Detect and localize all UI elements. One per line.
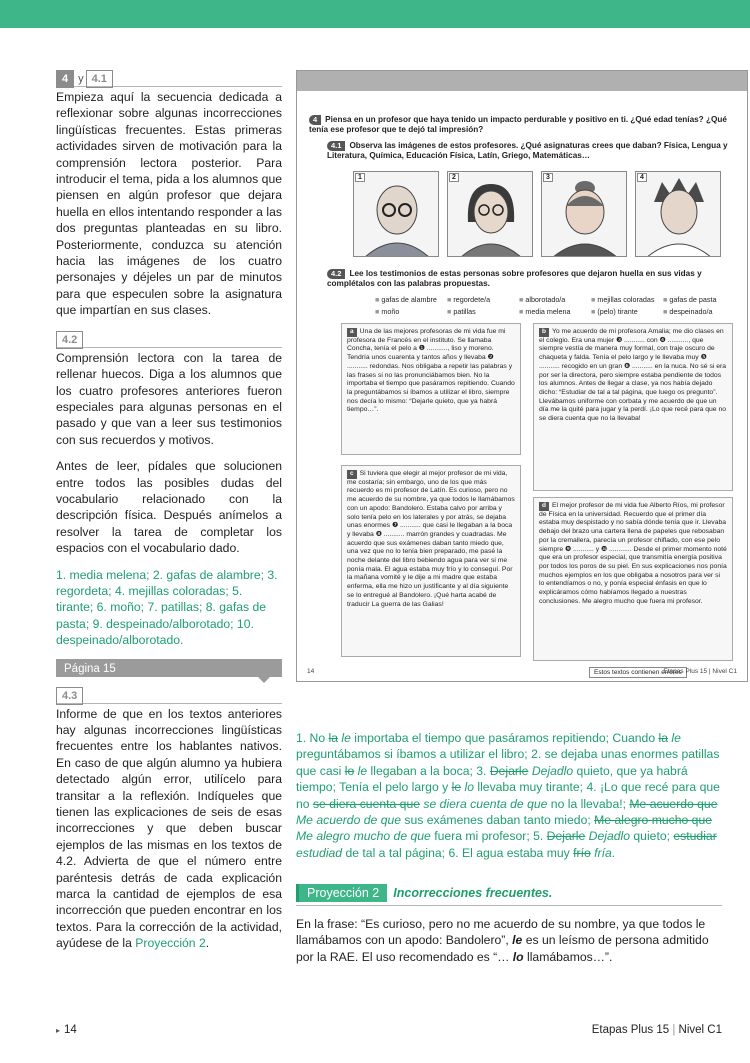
question-4-1-num: 4.1	[327, 141, 345, 151]
book-series: Etapas Plus 15 | Nivel C1	[663, 668, 737, 675]
answer-text: no la llevaba!;	[547, 796, 630, 811]
student-book-page	[296, 70, 748, 682]
correction-text: le	[354, 763, 368, 778]
footer-series: Etapas Plus 15	[591, 1024, 670, 1036]
struck-text: Dejarle	[489, 763, 529, 778]
errors-note: Estos textos contienen errores	[589, 667, 687, 678]
book-footer	[307, 668, 737, 675]
testimony-d	[533, 497, 733, 661]
book-header-bar	[297, 71, 747, 91]
paragraph-vocabulary: Antes de leer, pídales que solucionen entre todos las posibles dudas del vocabulario relacionado con la descripción física. Después anímelos a resolver la tarea de completar los espacios con el vocabulario dado.	[56, 459, 282, 556]
struck-text: la	[328, 731, 339, 745]
word-item: ■ mejillas coloradas	[591, 295, 663, 304]
testimony-text: Yo me acuerdo de mi profesora Amalia; me dio clases en el colegio. Era una mujer ❸ ........... con ❹ ..........., que siempre vestía de manera muy formal, con traje oscuro de chaqueta y falda. Tenía el pelo largo y le llevaba muy ❺ ........... recogido en un gran ❻ ........... en la nuca. No sé si era por ser la directora, pero siempre estaba pendiente de todos los alumnos. Antes de llegar a clase, ya nos había dejado dicho: “Estudiar de tal a tal página, que luego os pregunto”. Llevábamos uniforme con corbata y me acuerdo de que un día me la quité para jugar y la perdí. ¡Lo que recé para que no se diera cuenta que no la llevaba!	[539, 328, 727, 423]
footer-page-number: 14	[64, 1024, 77, 1036]
projection-tag: Proyección 2	[296, 884, 387, 902]
testimony-b	[533, 323, 733, 491]
answer-text: importaba el tiempo que pasáramos repitiendo; Cuando	[350, 731, 659, 745]
struck-text: Me acuerdo que	[629, 796, 718, 811]
top-header-bar	[0, 0, 750, 28]
portrait-number: 1	[355, 173, 365, 182]
question-4-1-text: Observa las imágenes de estos profesores. ¿Qué asignaturas crees que daban? Física, Lengua y Literatura, Química, Educación Física, Latín, Griego, Matemáticas…	[327, 141, 728, 160]
word-bank	[375, 295, 735, 316]
portrait-3	[541, 171, 627, 257]
word-item: ■ patillas	[447, 307, 519, 316]
section-header-4-3	[56, 687, 282, 704]
activity-tag-4-3: 4.3	[56, 687, 83, 705]
struck-text: Dejarle	[546, 829, 586, 844]
answer-text: 5.	[533, 829, 547, 844]
activity-tag-4-1: 4.1	[86, 70, 113, 88]
footer-separator: |	[672, 1024, 676, 1036]
testimony-text: El mejor profesor de mi vida fue Alberto Ríos, mi profesor de Física en la universidad. Recuerdo que el primer día estaba muy despistado y no sabía dónde tenía que ir. Llevaba debajo del brazo una cartera llena de papeles que rebosaban por la cremallera, parecía un profesor chiflado, con ese pelo siempre ❾ ........... y ❿ ............ Desde el primer momento noté que era un profesor especial, que transmitía energía positiva por todos los poros de su piel. En sus explicaciones nos ponía muchos ejemplos en los que obligaba a nosotros para ver si lo entendíamos o no, y ponía especial énfasis en que lo explicáramos cómo habíamos llegado a nuestras conclusiones. Me alegro mucho que fuera mi profesor.	[539, 502, 727, 605]
section-header-4-2	[56, 331, 282, 348]
correction-text: se diera cuenta de que	[420, 796, 548, 811]
question-4-2-text: Lee los testimonios de estas personas sobre profesores que dejaron huella en sus vidas y complétalos con las palabras propuestas.	[327, 269, 702, 288]
word-item: ■ despeinado/a	[663, 307, 735, 316]
footer-page: ▸ 14	[56, 1024, 77, 1036]
projection-title: Incorrecciones frecuentes.	[393, 886, 553, 900]
portrait-1	[353, 171, 439, 257]
page-footer	[56, 1024, 722, 1036]
correction-text: Dejadlo	[585, 829, 631, 844]
projection-header	[296, 884, 722, 906]
testimony-text: Si tuviera que elegir al mejor profesor de mi vida, me costaría; sin embargo, uno de los que más recuerdo es mi profesor de Latín. Es curioso, pero no me acuerdo de su nombre, ya que todos le llamábamos con un apodo: Bandolero. Estaba calvo por arriba y solo tenía pelo en los laterales y por atrás, se dejaba unas enormes ❼ ........... que casi le llegaban a la boca y llevaba ❽ ........... marrón grandes y cuadradas. Me acuerdo que sus exámenes daban tanto miedo que, una vez que no lo tenía bien preparado, me pasé la noche delante del libro bebiendo agua para ver si me ponía mala. El agua estaba muy frío y lo conseguí. Por la mañana vomité y le dije a mi madre que estaba enferma, ella me hizo un justificante y al día siguiente se lo entregué al Bandolero. ¡Qué harta acabé de traducir La guerra de las Galias!	[347, 470, 515, 608]
word-item: ■ regordete/a	[447, 295, 519, 304]
portrait-number: 4	[637, 173, 647, 182]
answer-text: fuera mi profesor;	[430, 829, 534, 844]
paragraph-reading: Comprensión lectora con la tarea de rellenar huecos. Diga a los alumnos que los cuatro profesores anteriores fueron especiales para algunas personas en el pasado y que van a leer sus testimonios con sus recuerdos y motivos.	[56, 350, 282, 447]
testimony-a	[341, 323, 521, 455]
word-item: ■ gafas de alambre	[375, 295, 447, 304]
activity-tag-4-2: 4.2	[56, 331, 83, 349]
correction-text: Dejadlo	[528, 763, 574, 778]
struck-text: se diera cuenta que	[312, 796, 421, 811]
footer-series-block	[592, 1024, 722, 1036]
projection-text-3: llamábamos…”.	[523, 949, 613, 964]
correction-text: le	[338, 731, 351, 745]
correction-text: fría	[590, 845, 612, 860]
answer-text: 4. ¡Lo que recé para que no	[296, 780, 720, 811]
portrait-4	[635, 171, 721, 257]
answer-text: llevaba muy tirante;	[473, 780, 587, 795]
projection-link[interactable]: Proyección 2	[135, 936, 206, 951]
answer-text: 2. se dejaba unas enormes patillas que casi	[296, 747, 720, 778]
word-item: ■ (pelo) tirante	[591, 307, 663, 316]
answer-text: quieto, que ya habrá tiempo; Tenía el pelo largo y	[296, 763, 688, 795]
struck-text: estudiar	[673, 829, 717, 844]
answers-4-2: 1. media melena; 2. gafas de alambre; 3. regordeta; 4. mejillas coloradas; 5. tirante; 6. moño; 7. patillas; 8. gafas de pasta; 9. despeinado/alborotado; 10. despeinado/alborotado.	[56, 567, 278, 648]
answer-text: 3.	[476, 763, 490, 778]
testimony-c	[341, 465, 521, 657]
portrait-number: 3	[543, 173, 553, 182]
word-item: ■ moño	[375, 307, 447, 316]
correction-text: lo	[461, 780, 474, 795]
struck-text: frío	[573, 845, 591, 860]
woman-bun-illustration	[542, 172, 627, 257]
period: .	[205, 936, 210, 951]
answer-text: llegaban a la boca;	[367, 763, 477, 778]
paragraph-errors	[56, 706, 282, 952]
testimony-label: c	[347, 470, 357, 479]
testimony-label: a	[347, 328, 357, 337]
woman-bob-illustration	[448, 172, 533, 257]
messy-hair-man-illustration	[636, 172, 721, 257]
question-4-2-num: 4.2	[327, 269, 345, 279]
conjunction: y	[78, 73, 84, 85]
projection-bold-1: le	[512, 933, 523, 948]
answer-text: 6. El agua estaba muy	[448, 845, 574, 860]
projection-text-2: es un leísmo de persona admitido por la RAE. El uso recomendado es “…	[296, 933, 709, 964]
answers-4-3	[296, 730, 722, 861]
projection-2	[296, 884, 722, 965]
correction-text: Me acuerdo de que	[296, 813, 402, 828]
book-page-number: 14	[307, 668, 315, 675]
struck-text: le	[451, 780, 462, 795]
struck-text: la	[658, 731, 668, 745]
bald-man-illustration	[354, 172, 439, 257]
activity-tag-4: 4	[56, 70, 74, 88]
section-header-4	[56, 70, 282, 87]
answer-text: .	[611, 845, 616, 860]
correction-text: Me alegro mucho de que	[296, 829, 431, 844]
answer-text: quieto;	[630, 829, 674, 844]
answer-text: de tal a tal página;	[342, 845, 449, 860]
struck-text: Me alegro mucho que	[594, 813, 713, 828]
question-4-2	[327, 269, 737, 289]
testimony-text: Una de las mejores profesoras de mi vida fue mi profesora de Francés en el instituto. Se llamaba Concha, tenía el pelo a ❶ ..........., liso y moreno. Tendría unos cuarenta y tantos años y llevaba ❷ ........... redondas. Nos obligaba a repetir las palabras y las frases si no las pronunciábamos bien. No la importaba el tiempo que pasáramos repitiendo. Cuando la preguntábamos si íbamos a utilizar el libro, siempre nos decía lo mismo: “Dejarle quieto, que ya habrá tiempo…”.	[347, 328, 515, 414]
correction-text: le	[668, 731, 681, 745]
word-item: ■ alborotado/a	[519, 295, 591, 304]
projection-text-1: En la frase: “Es curioso, pero no me acuerdo de su nombre, ya que todos le llamábamos con un apodo: Bandolero”,	[296, 917, 706, 948]
projection-text	[296, 916, 722, 965]
projection-bold-2: lo	[512, 949, 524, 964]
question-4-text: Piensa en un profesor que haya tenido un impacto perdurable y positivo en ti. ¿Qué edad tenías? ¿Qué tenía ese profesor que te dejó tal impresión?	[309, 115, 727, 134]
word-item: ■ media melena	[519, 307, 591, 316]
left-column	[56, 70, 282, 952]
footer-level: Nivel C1	[678, 1024, 722, 1036]
page-15-label: Página 15	[56, 659, 282, 677]
word-item: ■ gafas de pasta	[663, 295, 735, 304]
answer-text: sus exámenes daban tanto miedo;	[401, 813, 595, 828]
paragraph-errors-text: Informe de que en los textos anteriores hay algunas incorrecciones lingüísticas frecuentes entre los hablantes nativos. En caso de que algún alumno ya hubiera detectado algún error, utilícelo para transitar a la reflexión. Indíqueles que tienen las explicaciones de seis de esas incorrecciones y que deben buscar ejemplos de las mismas en los textos de 4.2. Advierta de que el número entre paréntesis detrás de cada explicación marca la cantidad de ejemplos de esa incorrección que pueden encontrar en los textos. Para la corrección de la actividad, ayúdese de la	[56, 706, 282, 951]
answer-text: preguntábamos si íbamos a utilizar el libro;	[296, 747, 532, 762]
correction-text: estudiad	[296, 845, 343, 860]
question-4-num: 4	[309, 115, 321, 125]
question-4-1	[327, 141, 737, 161]
portrait-number: 2	[449, 173, 459, 182]
answer-text: 1. No	[296, 731, 329, 745]
testimony-label: d	[539, 502, 549, 511]
portrait-2	[447, 171, 533, 257]
paragraph-intro: Empieza aquí la secuencia dedicada a reflexionar sobre algunas incorrecciones lingüísticas frecuentes. Estas primeras actividades sirven de motivación para la comprensión lectora posterior. Para introducir el tema, pida a los alumnos que piensen en algún profesor que dejara huella en ellos intentando responder a las dos preguntas planteadas en su libro. Posteriormente, conduzca su atención hacia las imágenes de los cuatro personajes y déjeles un par de minutos para que especulen sobre la asignatura que impartían en sus clases.	[56, 90, 282, 318]
question-4	[309, 115, 729, 135]
testimony-label: b	[539, 328, 549, 337]
struck-text: lo	[344, 763, 355, 778]
